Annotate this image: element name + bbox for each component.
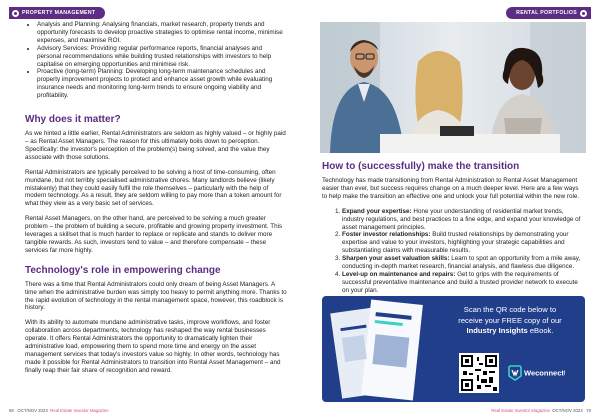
tab-marker-icon [12, 10, 19, 17]
section-tab-label: PROPERTY MANAGEMENT [22, 10, 96, 16]
list-item: • Proactive (long-term) Planning: Developing long-term maintenance schedules and property improvement projects to protect and enhance asset growth while evaluating insurance needs and monitoring long-term trends to ensure ongoing viability and profitability. [37, 68, 287, 100]
weconnectu-logo-mark [507, 364, 565, 382]
step-title: Level-up on maintenance and repairs: [342, 270, 456, 278]
svg-text:WeconnectU: WeconnectU [524, 368, 565, 378]
weconnectu-logo [507, 364, 565, 382]
left-column [25, 21, 287, 375]
section-heading-transition: How to (successfully) make the transition [322, 161, 520, 172]
body-paragraph: Rental Administrators are typically perceived to be solving a host of time-consuming, often mundane, but not terribly specialised administrative chores. Many landlords believe (likely mistakenly) that they could easily fulfil the role themselves – particularly with the help of modern technology. As a result, they are seldom willing to pay more than a token amount for what they view as a very basic set of services. [25, 168, 282, 208]
list-item [342, 271, 585, 295]
list-item [342, 231, 585, 255]
step-text: Learn to spot an opportunity from a mile away, conducting in-depth market research, financial analysis, and flawless due diligence. [342, 255, 581, 271]
section-tab-rental-portfolios [506, 7, 591, 19]
meeting-photo [320, 22, 586, 153]
ad-line [440, 326, 580, 337]
list-item [342, 208, 585, 232]
page-footer-right [491, 408, 591, 413]
body-paragraph: As we hinted a little earlier, Rental Administrators are seldom as highly valued – or highly paid – as Rental Asset Managers. The reason for this ultimately boils down to perception. Specifically: the investor's perception of the problem(s) being solved, and the value they associate with those solutions. [25, 130, 286, 161]
list-item [342, 255, 585, 271]
section-tab-label: RENTAL PORTFOLIOS [516, 10, 577, 16]
ad-headline [440, 305, 580, 337]
ebook-advertisement[interactable] [322, 296, 585, 402]
step-text: Get to grips with the requirements of successful preventative maintenance and build a trusted provider network to execute on your plan. [342, 270, 578, 294]
tab-marker-icon [580, 10, 587, 17]
issue-date: OCT/NOV 2023 [552, 408, 583, 413]
qr-code-icon [459, 353, 499, 393]
ebook-title: Industry Insights [466, 326, 528, 335]
section-tab-property-management [9, 7, 105, 19]
ad-line-rest: eBook. [527, 326, 554, 335]
body-paragraph: There was a time that Rental Administrators could only dream of being Asset Managers. A time when the administrative burden was simply too heavy to permit anything more. Thanks to the rapid evolution of technology in the rental management space, however, this roadblock is history. [25, 280, 287, 312]
step-text: Hone your understanding of residential market trends, industry regulations, and best practices to a fine edge, and expand your knowledge of asset management principles. [342, 207, 581, 231]
right-column [322, 161, 585, 295]
body-paragraph: Technology has made transitioning from Rental Administration to Rental Asset Management easier than ever, but success requires change on a much deeper level. Here are a few ways to help make the transition an effective one and unlock your full potential within the new role. [322, 177, 580, 200]
list-item: • Advisory Services: Providing regular performance reports, financial analyses and personal recommendations while building trusted relationships with investors to help capitalise on emerging opportunities and minimise risk. [37, 45, 287, 69]
body-paragraph: Rental Asset Managers, on the other hand, are perceived to be solving a much greater problem – the problem of building a secure, profitable and growing property investment. This leverages a skillset that is much harder to replace or replicate and stands to deliver more tangible rewards. As such, investors tend to value – and therefore compensate – these services far more highly. [25, 215, 283, 254]
meeting-illustration [320, 22, 586, 153]
steps-list [322, 208, 585, 295]
services-bullet-list [25, 21, 287, 100]
ad-line: receive your FREE copy of our [458, 315, 562, 325]
page-number: 70 [586, 408, 591, 413]
step-text: Build trusted relationships by demonstrating your expertise and value to your investors, highlighting your strategic capabilities and substantiating claims with measurable results. [342, 231, 569, 255]
list-item: • Analysis and Planning: Analysing financials, market research, property trends and opportunity forecasts to develop proactive strategies to optimise rental income, minimise expenses, and maximise ROI. [37, 21, 287, 45]
section-heading-why-it-matters: Why does it matter? [25, 114, 121, 126]
page-number: 68 [9, 408, 14, 413]
step-title: Sharpen your asset valuation skills: [342, 255, 450, 263]
section-heading-technology-role: Technology's role in empowering change [25, 264, 221, 276]
qr-code[interactable] [459, 353, 499, 393]
magazine-name: Real Estate Investor Magazine [50, 408, 109, 413]
ad-line: Scan the QR code below to [463, 305, 557, 314]
magazine-name: Real Estate Investor Magazine [491, 408, 550, 413]
ebook-cover-illustration [322, 296, 442, 402]
page-footer-left [9, 408, 109, 413]
step-title: Expand your expertise: [342, 207, 412, 215]
issue-date: OCT/NOV 2023 [17, 408, 48, 413]
step-title: Foster investor relationships: [342, 231, 431, 239]
body-paragraph: With its ability to automate mundane administrative tasks, improve workflows, and foster collaboration across departments, technology has reshaped the way rental businesses operate. It offers Rental Administrators the opportunity to dramatically lighten their administrative load, empowering them to spend more time and energy on the asset management services that today's investors value so highly. In other words, technology has made it possible for Rental Administrators to transition into Rental Asset Management – and finally reap their fair share of recognition and reward. [25, 319, 281, 374]
